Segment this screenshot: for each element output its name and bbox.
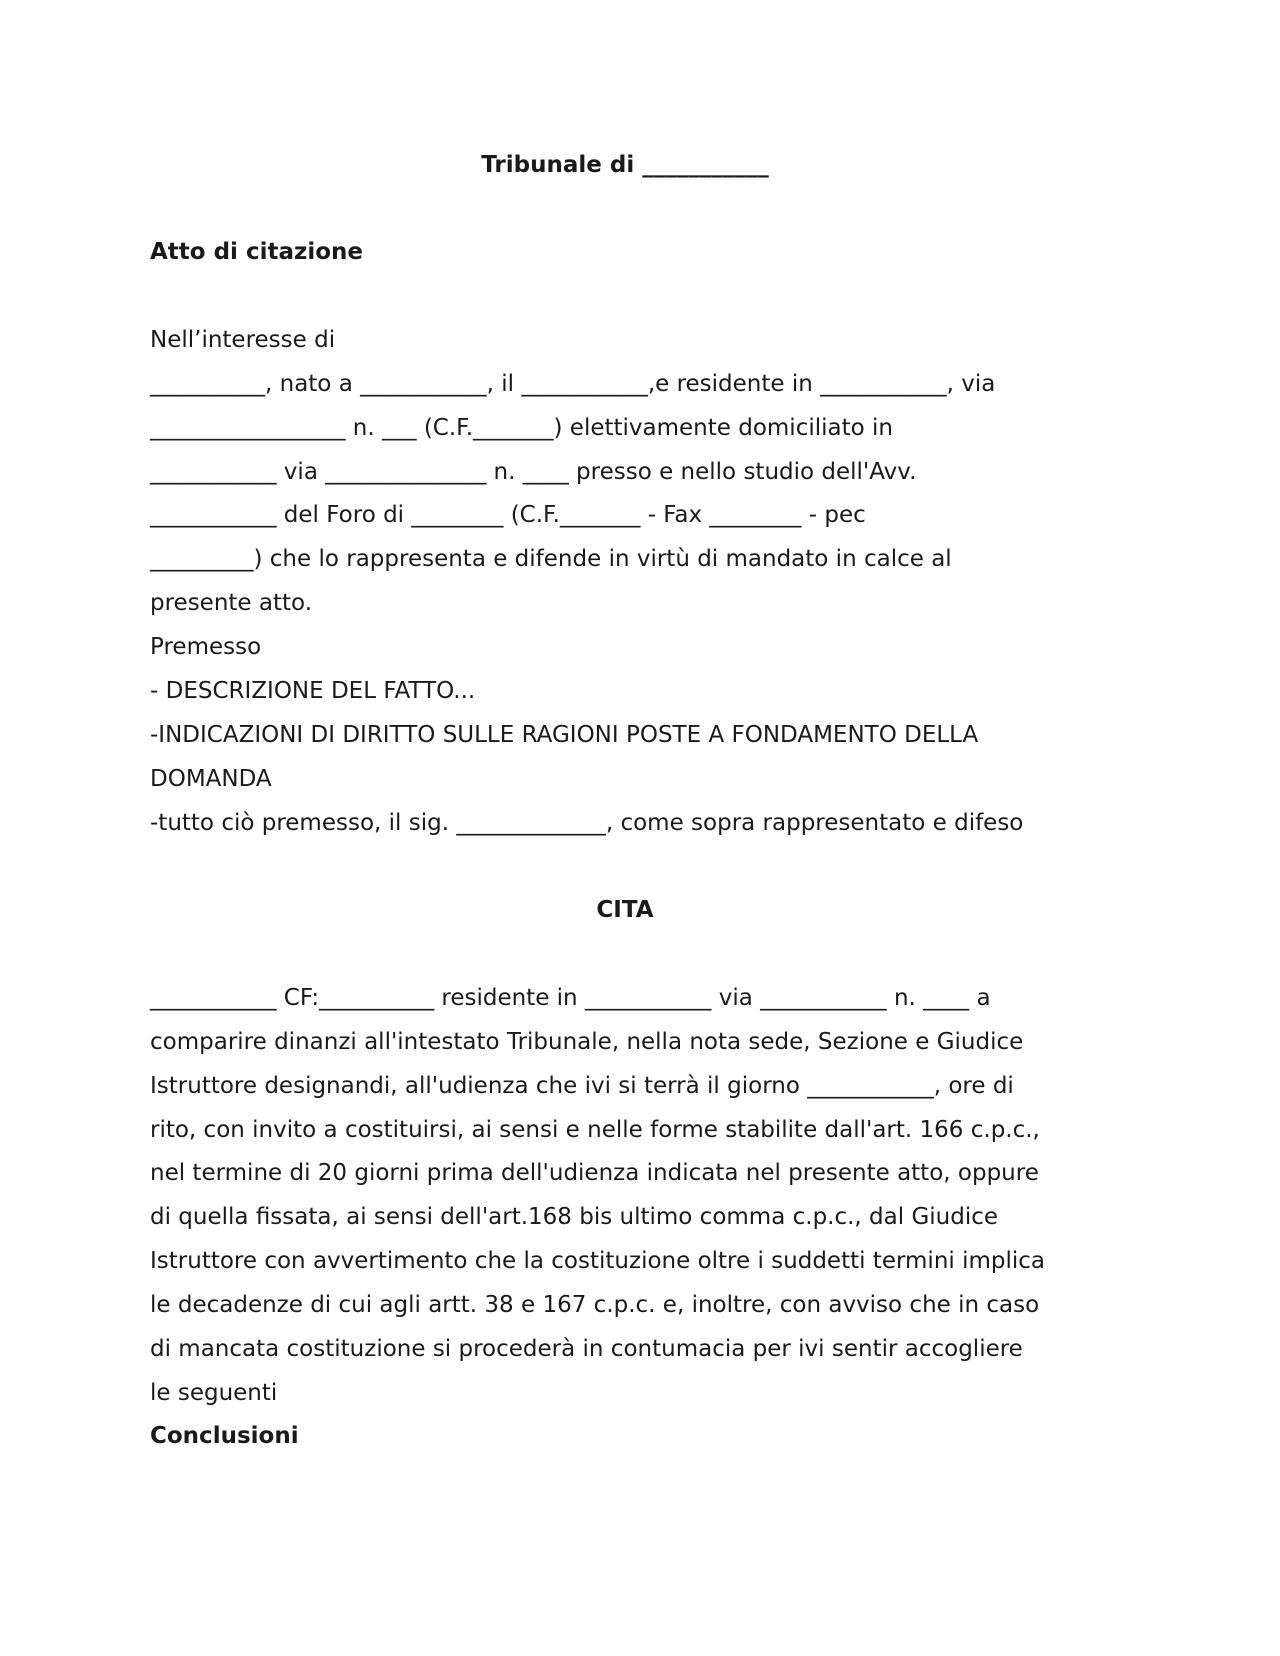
conclusions-heading: Conclusioni: [150, 1423, 299, 1449]
body-line: _________________ n. ___ (C.F._______) elettivamente domiciliato in: [150, 415, 893, 441]
body-line: Nell’interesse di: [150, 327, 336, 353]
cita-heading: CITA: [596, 897, 654, 923]
body-line: -INDICAZIONI DI DIRITTO SULLE RAGIONI POSTE A FONDAMENTO DELLA: [150, 722, 979, 748]
cita-line: di mancata costituzione si procederà in contumacia per ivi sentir accogliere: [150, 1336, 1023, 1362]
cita-line: comparire dinanzi all'intestato Tribunale, nella nota sede, Sezione e Giudice: [150, 1029, 1024, 1055]
cita-line: nel termine di 20 giorni prima dell'udienza indicata nel presente atto, oppure: [150, 1160, 1039, 1186]
body-line: _________) che lo rappresenta e difende in virtù di mandato in calce al: [150, 546, 952, 572]
body-line: presente atto.: [150, 590, 312, 616]
body-line: Premesso: [150, 634, 262, 660]
cita-line: Istruttore designandi, all'udienza che ivi si terrà il giorno ___________, ore di: [150, 1073, 1014, 1099]
body-line: ___________ via ______________ n. ____ presso e nello studio dell'Avv.: [150, 459, 917, 485]
body-line: - DESCRIZIONE DEL FATTO...: [150, 678, 476, 704]
cita-line: le seguenti: [150, 1380, 278, 1406]
cita-line: Istruttore con avvertimento che la costituzione oltre i suddetti termini implica: [150, 1248, 1046, 1274]
cita-line: rito, con invito a costituirsi, ai sensi e nelle forme stabilite dall'art. 166 c.p.c.,: [150, 1117, 1040, 1143]
body-line: DOMANDA: [150, 766, 272, 792]
body-line: ___________ del Foro di ________ (C.F._______ - Fax ________ - pec: [150, 502, 866, 528]
court-heading: Tribunale di ___________: [481, 152, 769, 178]
act-title: Atto di citazione: [150, 239, 364, 265]
cita-line: di quella fissata, ai sensi dell'art.168 bis ultimo comma c.p.c., dal Giudice: [150, 1204, 999, 1230]
cita-line: le decadenze di cui agli artt. 38 e 167 c.p.c. e, inoltre, con avviso che in caso: [150, 1292, 1040, 1318]
body-line: -tutto ciò premesso, il sig. _____________, come sopra rappresentato e difeso: [150, 810, 1024, 836]
cita-line: ___________ CF:__________ residente in ___________ via ___________ n. ____ a: [150, 985, 991, 1011]
body-line: __________, nato a ___________, il ___________,e residente in ___________, via: [150, 371, 996, 397]
